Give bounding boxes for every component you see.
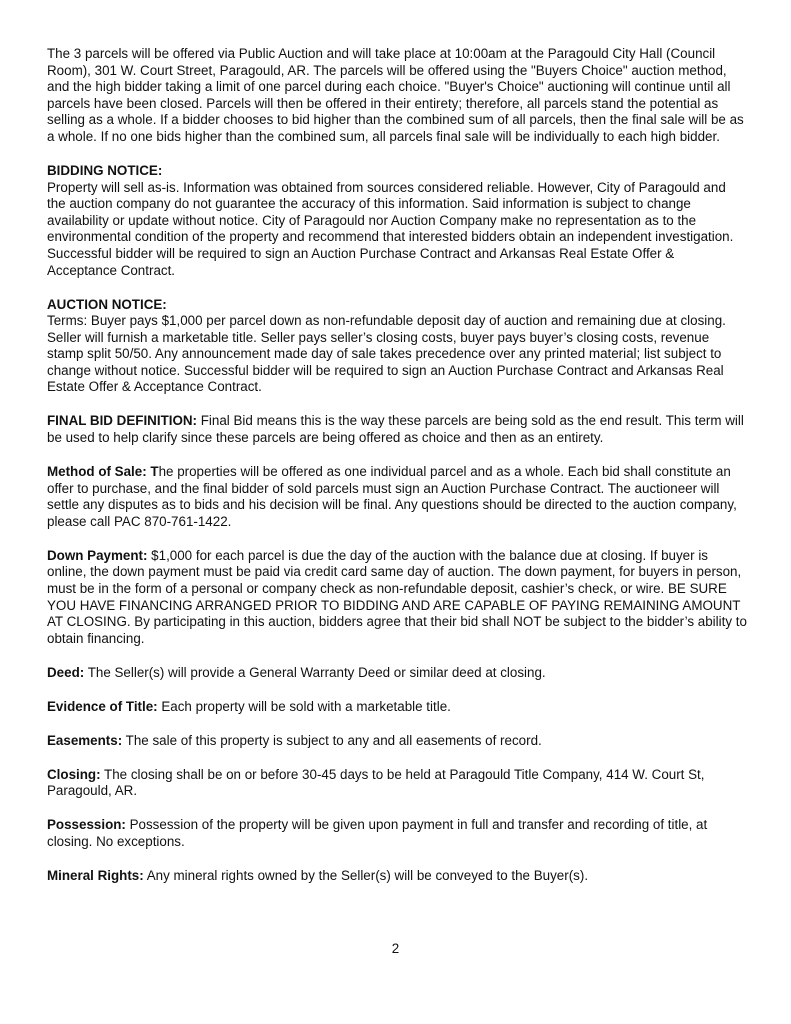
mineral-rights-label: Mineral Rights: [47, 867, 144, 883]
document-page [47, 46, 747, 902]
auction-notice-text: Terms: Buyer pays $1,000 per parcel down as non-refundable deposit day of auction and remaining due at closing. Seller will furnish a marketable title. Seller pays seller’s closing costs, buyer pays buyer’s closing costs, revenue stamp split 50/50. Any announcement made day of sale takes precedence over any printed material; list subject to change without notice. Successful bidder will be required to sign an Auction Purchase Contract and Arkansas Real Estate Offer & Acceptance Contract. [47, 313, 726, 395]
final-bid-section [47, 413, 747, 446]
intro-paragraph: The 3 parcels will be offered via Public Auction and will take place at 10:00am at the Paragould City Hall (Council Room), 301 W. Court Street, Paragould, AR. The parcels will be offered using the "Buyers Choice" auction method, and the high bidder taking a limit of one parcel during each choice. "Buyer's Choice" auctioning will continue until all parcels have been closed. Parcels will then be offered in their entirety; therefore, all parcels stand the potential as selling as a whole. If a bidder chooses to bid higher than the combined sum of all parcels, then the final sale will be as a whole. If no one bids higher than the combined sum, all parcels final sale will be individually to each high bidder. [47, 46, 744, 144]
auction-notice-heading: AUCTION NOTICE: [47, 296, 167, 312]
evidence-of-title-label: Evidence of Title: [47, 698, 158, 714]
evidence-of-title-text: Each property will be sold with a marketable title. [157, 698, 451, 714]
deed-label: Deed: [47, 664, 85, 680]
evidence-of-title-section [47, 699, 747, 716]
closing-section [47, 767, 747, 800]
deed-text: The Seller(s) will provide a General Warranty Deed or similar deed at closing. [84, 664, 546, 680]
easements-section [47, 733, 747, 750]
possession-section [47, 817, 747, 850]
deed-section [47, 665, 747, 682]
page-number: 2 [391, 941, 400, 956]
final-bid-text: Final Bid means this is the way these parcels are being sold as the end result. This term will be used to help clarify since these parcels are being offered as choice and then as an entirety. [47, 413, 744, 446]
easements-label: Easements: [47, 732, 123, 748]
method-of-sale-section [47, 464, 747, 530]
down-payment-label: Down Payment: [47, 547, 148, 563]
bidding-notice-section [47, 163, 747, 279]
down-payment-text: $1,000 for each parcel is due the day of the auction with the balance due at closing. If buyer is online, the down payment must be paid via credit card same day of auction. The down payment, for buyers in person, must be in the form of a personal or company check as non-refundable deposit, cashier’s check, or wire. BE SURE YOU HAVE FINANCING ARRANGED PRIOR TO BIDDING AND ARE CAPABLE OF PAYING REMAINING AMOUNT AT CLOSING. By participating in this auction, bidders agree that their bid shall NOT be subject to the bidder’s ability to obtain financing. [47, 547, 747, 646]
possession-label: Possession: [47, 817, 126, 833]
closing-label: Closing: [47, 766, 101, 782]
mineral-rights-text: Any mineral rights owned by the Seller(s) will be conveyed to the Buyer(s). [143, 867, 589, 883]
auction-notice-section [47, 297, 747, 397]
closing-text: The closing shall be on or before 30-45 days to be held at Paragould Title Company, 414 W. Court St, Paragould, AR. [47, 766, 705, 799]
bidding-notice-heading: BIDDING NOTICE: [47, 162, 163, 178]
final-bid-label: FINAL BID DEFINITION: [47, 413, 198, 429]
possession-text: Possession of the property will be given upon payment in full and transfer and recording of title, at closing. No exceptions. [47, 817, 708, 849]
bidding-notice-text: Property will sell as-is. Information was obtained from sources considered reliable. However, City of Paragould and the auction company do not guarantee the accuracy of this information. Said information is subject to change availability or update without notice. City of Paragould nor Auction Company make no representation as to the environmental condition of the property and recommend that interested bidders obtain an independent investigation. Successful bidder will be required to sign an Auction Purchase Contract and Arkansas Real Estate Offer & Acceptance Contract. [47, 179, 734, 278]
mineral-rights-section [47, 868, 747, 885]
method-of-sale-text: he properties will be offered as one individual parcel and as a whole. Each bid shall constitute an offer to purchase, and the final bidder of sold parcels must sign an Auction Purchase Contract. The auctioneer will settle any disputes as to bids and his decision will be final. Any questions should be directed to the auction company, please call PAC 870-761-1422. [47, 464, 737, 529]
down-payment-section [47, 548, 747, 648]
easements-text: The sale of this property is subject to any and all easements of record. [122, 732, 542, 748]
method-of-sale-label: Method of Sale: T [47, 464, 159, 480]
